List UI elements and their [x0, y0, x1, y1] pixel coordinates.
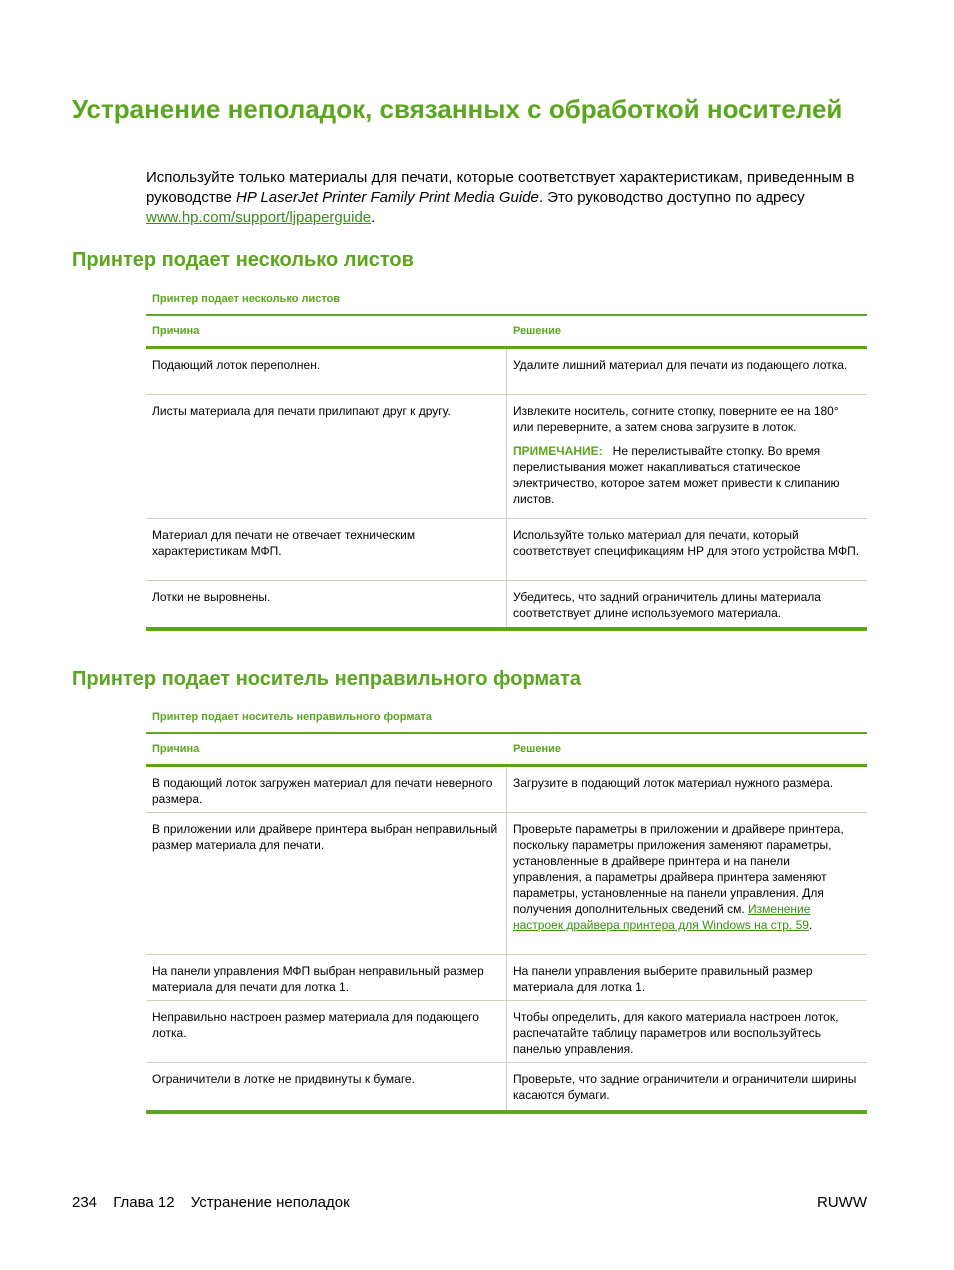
- table-row: [146, 395, 867, 519]
- table-row: [146, 1001, 867, 1063]
- table-row: [146, 349, 867, 395]
- table-row: [146, 955, 867, 1001]
- page-title: Устранение неполадок, связанных с обработкой носителей: [72, 94, 843, 124]
- column-header-cause: Причина: [152, 743, 200, 755]
- paper-guide-link[interactable]: www.hp.com/support/ljpaperguide: [146, 209, 372, 226]
- cause-cell: Лотки не выровнены.: [146, 581, 507, 627]
- solution-text-end: .: [808, 918, 813, 932]
- intro-text-middle: . Это руководство доступно по адресу: [538, 189, 805, 206]
- note: [513, 443, 861, 507]
- table-row: [146, 581, 867, 631]
- solution-cell: Чтобы определить, для какого материала настроен лоток, распечатайте таблицу параметров или воспользуйтесь панелью управления.: [513, 1010, 839, 1056]
- cause-cell: Материал для печати не отвечает техническим характеристикам МФП.: [146, 519, 507, 580]
- cause-cell: Подающий лоток переполнен.: [146, 349, 507, 394]
- chapter-label: Глава 12: [113, 1194, 175, 1211]
- guide-name: HP LaserJet Printer Family Print Media Guide: [236, 189, 539, 206]
- column-header-solution: Решение: [513, 743, 561, 755]
- table-caption-multiple-sheets: Принтер подает несколько листов: [152, 293, 341, 305]
- cause-cell: В подающий лоток загружен материал для печати неверного размера.: [146, 767, 507, 812]
- driver-settings-link[interactable]: Изменение настроек драйвера принтера для Windows на стр. 59: [513, 902, 811, 932]
- solution-cell: Используйте только материал для печати, который соответствует спецификациям HP для этого устройства МФП.: [513, 528, 860, 558]
- table-row: [146, 1063, 867, 1114]
- table-row: [146, 519, 867, 581]
- solution-cell: [507, 395, 867, 518]
- note-label: ПРИМЕЧАНИЕ:: [513, 444, 603, 458]
- column-header-cause: Причина: [152, 325, 200, 337]
- solution-text: Извлеките носитель, согните стопку, поверните ее на 180° или переверните, а затем снова загрузите в лоток.: [513, 404, 839, 434]
- footer-right: RUWW: [817, 1194, 867, 1211]
- page-number: 234: [72, 1194, 98, 1211]
- solution-cell: Удалите лишний материал для печати из подающего лотка.: [513, 358, 848, 372]
- solution-text: Проверьте параметры в приложении и драйвере принтера, поскольку параметры приложения заменяют параметры, установленные в драйвере принтера и на панели управления, а параметры драйвера принтера заменяют параметры, установленные на панели управления. Для получения дополнительных сведений см.: [513, 822, 844, 916]
- cause-cell: На панели управления МФП выбран неправильный размер материала для печати для лотка 1.: [146, 955, 507, 1000]
- solution-cell: На панели управления выберите правильный размер материала для лотка 1.: [513, 964, 813, 994]
- cause-cell: Неправильно настроен размер материала для подающего лотка.: [146, 1001, 507, 1062]
- cause-cell: Листы материала для печати прилипают друг к другу.: [146, 395, 507, 518]
- intro-paragraph: [146, 168, 866, 228]
- intro-text-end: .: [371, 209, 376, 226]
- section-heading-wrong-size: Принтер подает носитель неправильного формата: [72, 668, 581, 690]
- table-row: [146, 813, 867, 955]
- solution-cell: Проверьте, что задние ограничители и ограничители ширины касаются бумаги.: [513, 1072, 857, 1102]
- intro-text: Используйте только материалы для печати, которые соответствует характеристикам, приведенным в руководстве: [146, 169, 855, 206]
- solution-cell: Загрузите в подающий лоток материал нужного размера.: [513, 776, 834, 790]
- solution-cell: [507, 813, 867, 954]
- note-text: Не перелистывайте стопку. Во время перелистывания может накапливаться статическое электричество, которое затем может привести к слипанию листов.: [513, 444, 840, 506]
- page-footer: [72, 1194, 867, 1211]
- table-header: [146, 732, 867, 767]
- table-row: [146, 767, 867, 813]
- section-heading-multiple-sheets: Принтер подает несколько листов: [72, 249, 414, 271]
- table-wrong-size: [146, 732, 867, 1114]
- column-header-solution: Решение: [513, 325, 561, 337]
- cause-cell: Ограничители в лотке не придвинуты к бумаге.: [146, 1063, 507, 1110]
- table-caption-wrong-size: Принтер подает носитель неправильного формата: [152, 711, 432, 723]
- table-multiple-sheets: [146, 314, 867, 631]
- table-header: [146, 314, 867, 349]
- footer-left: [72, 1194, 362, 1211]
- solution-cell: Убедитесь, что задний ограничитель длины материала соответствует длине используемого материала.: [513, 590, 821, 620]
- cause-cell: В приложении или драйвере принтера выбран неправильный размер материала для печати.: [146, 813, 507, 954]
- chapter-title: Устранение неполадок: [190, 1194, 350, 1211]
